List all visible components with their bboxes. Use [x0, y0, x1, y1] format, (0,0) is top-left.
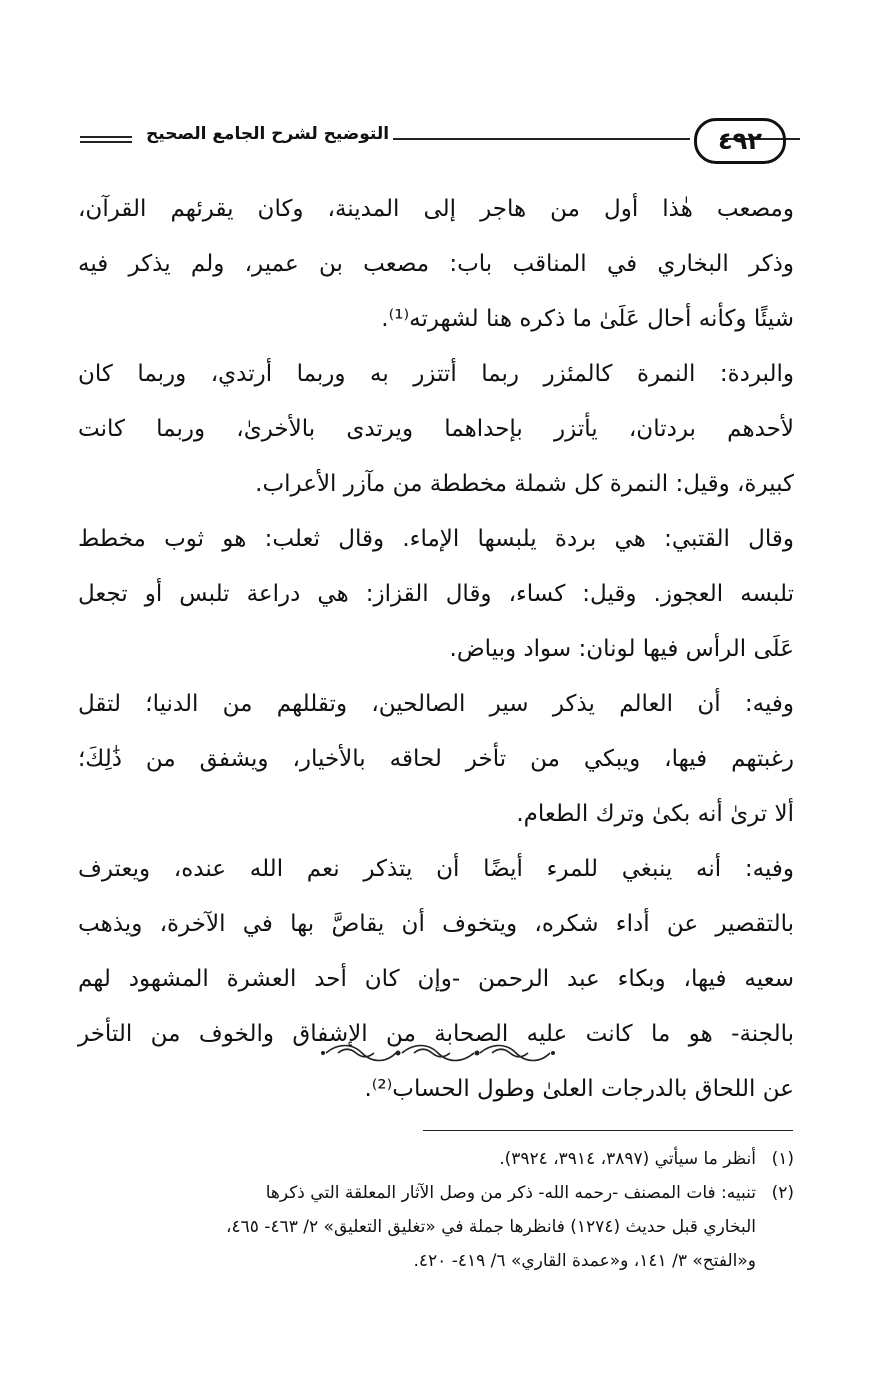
paragraph: [78, 842, 794, 1117]
footnote-line: [78, 1142, 794, 1176]
text-line: وقال القتبي: هي بردة يلبسها الإماء. وقال ثعلب: هو ثوب مخطط: [78, 526, 794, 552]
text-line: وفيه: أن العالم يذكر سير الصالحين، وتقللهم من الدنيا؛ لتقل: [78, 691, 794, 717]
text-line: ومصعب هٰذا أول من هاجر إلى المدينة، وكان يقرئهم القرآن،: [78, 196, 794, 222]
header-rule-left: [80, 136, 132, 143]
footnote-text: أنظر ما سيأتي (٣٨٩٧، ٣٩١٤، ٣٩٢٤).: [499, 1149, 756, 1169]
text-line: وذكر البخاري في المناقب باب: مصعب بن عمير، ولم يذكر فيه: [78, 251, 794, 277]
text-line: ألا ترىٰ أنه بكىٰ وترك الطعام.: [516, 801, 794, 827]
footnote-line: و«الفتح» ٣/ ١٤١، و«عمدة القاري» ٦/ ٤١٩- ٤٢٠.: [413, 1251, 756, 1271]
footnote: [78, 1176, 794, 1278]
footnote-text: تنبيه: فات المصنف -رحمه الله- ذكر من وصل الآثار المعلقة التي ذكرها: [265, 1183, 756, 1203]
footnotes: [78, 1142, 794, 1278]
footnote-number: (١): [771, 1149, 794, 1169]
text-line: رغبتهم فيها، ويبكي من تأخر لحاقه بالأخيار، ويشفق من ذَٰلِكَ؛: [78, 746, 794, 772]
text-line: تلبسه العجوز. وقيل: كساء، وقال القزاز: هي دراعة تلبس أو تجعل: [78, 581, 794, 607]
page-number: ٤٩٢: [694, 118, 786, 164]
text-line: كبيرة، وقيل: النمرة كل شملة مخططة من مآزر الأعراب.: [255, 471, 794, 497]
main-text: [78, 182, 794, 1117]
footnote: [78, 1142, 794, 1176]
running-title: التوضيح لشرح الجامع الصحيح: [142, 124, 393, 144]
text-line: لأحدهم بردتان، يأتزر بإحداهما ويرتدى بالأخرىٰ، وربما كانت: [78, 416, 794, 442]
paragraph: [78, 347, 794, 512]
text-line: سعيه فيها، وبكاء عبد الرحمن -وإن كان أحد العشرة المشهود لهم: [78, 966, 794, 992]
paragraph: [78, 512, 794, 677]
paragraph: [78, 677, 794, 842]
page-header: [80, 118, 800, 162]
text-line: عَلَى الرأس فيها لونان: سواد وبياض.: [449, 636, 794, 662]
footnote-line: البخاري قبل حديث (١٢٧٤) فانظرها جملة في «تغليق التعليق» ٢/ ٤٦٣- ٤٦٥،: [226, 1217, 756, 1237]
footnote-line: [78, 1176, 794, 1210]
text-line: عن اللحاق بالدرجات العلىٰ وطول الحساب⁽²⁾.: [364, 1076, 794, 1102]
paragraph: [78, 182, 794, 347]
header-rule-middle: [380, 138, 690, 140]
footnote-separator: [423, 1130, 793, 1131]
floral-divider-icon: [318, 1040, 558, 1066]
footnote-number: (٢): [771, 1183, 794, 1203]
text-line: بالجنة- هو ما كانت عليه الصحابة من الإشفاق والخوف من التأخر: [78, 1021, 794, 1047]
text-line: بالتقصير عن أداء شكره، ويتخوف أن يقاصَّ بها في الآخرة، ويذهب: [78, 911, 794, 937]
text-line: وفيه: أنه ينبغي للمرء أيضًا أن يتذكر نعم الله عنده، ويعترف: [78, 856, 794, 882]
text-line: والبردة: النمرة كالمئزر ربما أتتزر به وربما أرتدي، وربما كان: [78, 361, 794, 387]
text-line: شيئًا وكأنه أحال عَلَىٰ ما ذكره هنا لشهرته⁽¹⁾.: [381, 306, 794, 332]
